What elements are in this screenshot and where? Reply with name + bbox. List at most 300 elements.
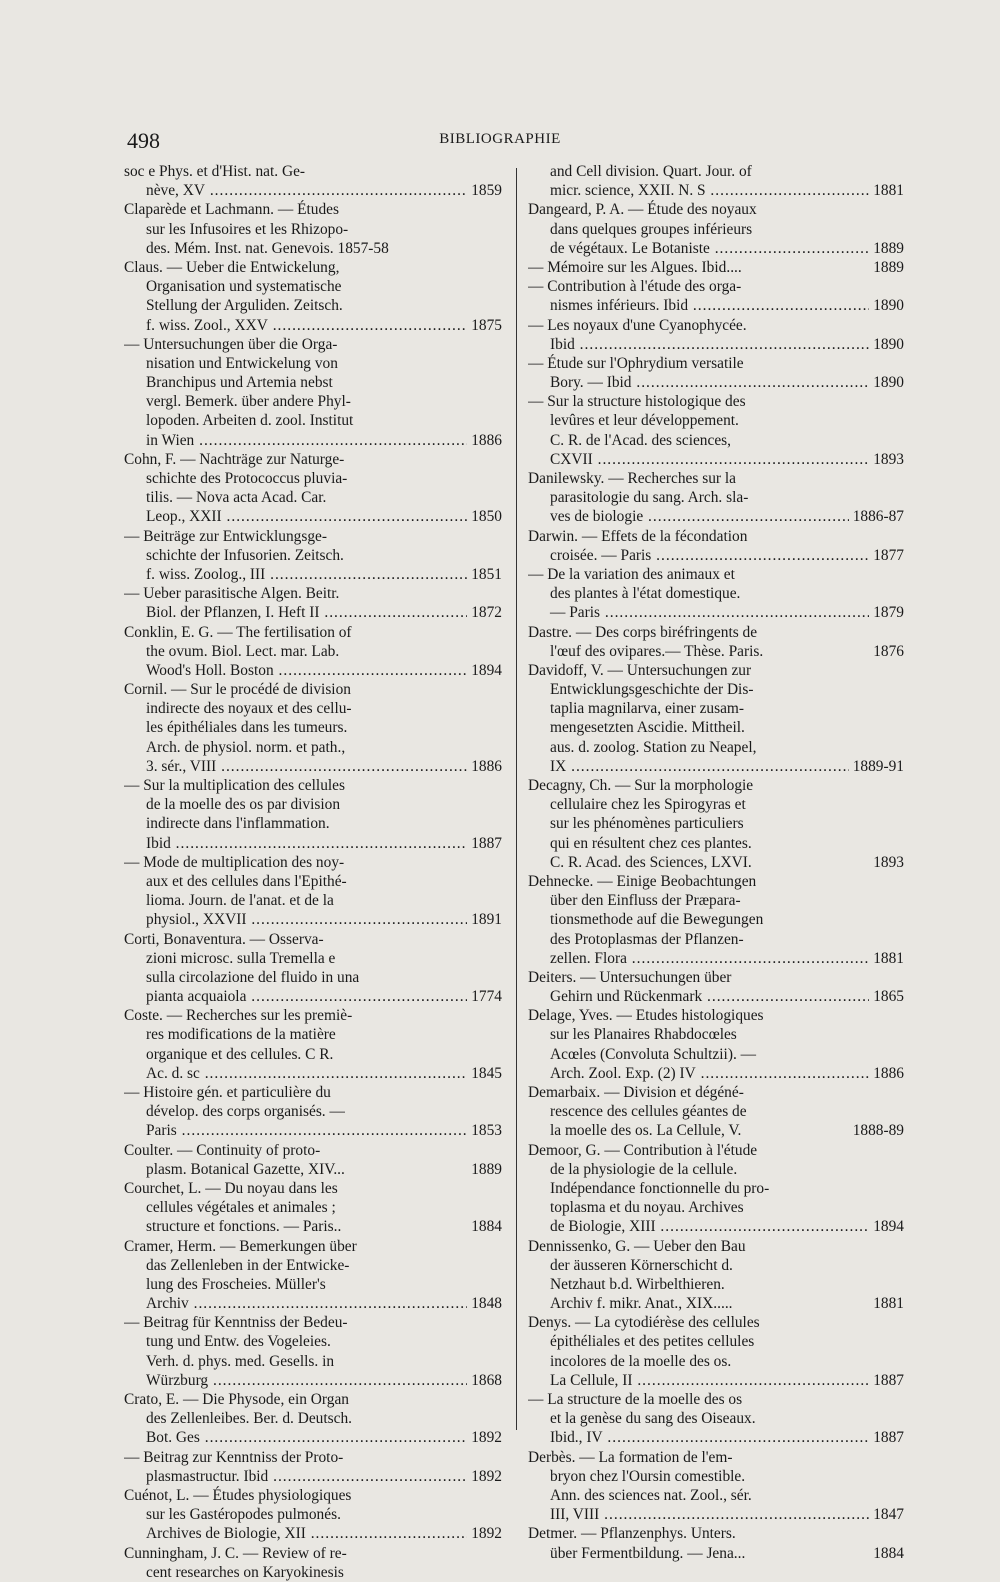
entry-line — [528, 1352, 904, 1371]
bibliography-entry — [528, 565, 904, 623]
entry-text: qui en résultent chez ces plantes. — [550, 834, 752, 852]
entry-text: Archiv ..... — [146, 1295, 502, 1312]
entry-text: Bory. — Ibid ..... — [550, 374, 904, 391]
bibliography-entry — [528, 623, 904, 661]
entry-text: des Protoplasmas der Pflanzen- — [550, 930, 744, 948]
entry-line — [124, 814, 502, 833]
entry-year: 1892 — [467, 1524, 502, 1543]
entry-text: les épithéliales dans les tumeurs. — [146, 719, 348, 737]
column-divider — [516, 168, 517, 1430]
entry-line — [124, 1409, 502, 1428]
bibliography-entry — [124, 1448, 502, 1486]
bibliography-entry — [528, 968, 904, 1006]
entry-text: des plantes à l'état domestique. — [550, 585, 741, 603]
entry-text: levûres et leur développement. — [550, 412, 739, 430]
bibliography-entry — [528, 1141, 904, 1237]
entry-line — [528, 968, 904, 987]
entry-text: — Contribution à l'étude des orga- — [528, 278, 742, 296]
entry-line — [124, 220, 502, 239]
entry-line — [124, 1275, 502, 1294]
entry-text: Delage, Yves. — Etudes histologiques — [528, 1007, 764, 1025]
entry-year: 1888-89 — [849, 1121, 904, 1140]
entry-line — [528, 296, 904, 315]
bibliography-entry — [124, 776, 502, 853]
entry-text: nisation und Entwickelung von — [146, 354, 338, 372]
entry-line — [528, 1371, 904, 1390]
entry-text: zellen. Flora ..... — [550, 950, 904, 967]
bibliography-entry — [528, 1083, 904, 1141]
entry-text: physiol., XXVII ..... — [146, 911, 502, 928]
entry-line — [124, 258, 502, 277]
bibliography-entry — [124, 1083, 502, 1141]
entry-text: — Sur la structure histologique des — [528, 393, 746, 411]
entry-text: Organisation und systematische — [146, 278, 342, 296]
entry-text: Cuénot, L. — Études physiologiques — [124, 1486, 352, 1504]
bibliography-entry — [124, 853, 502, 930]
entry-line — [124, 1141, 502, 1160]
entry-line — [528, 1045, 904, 1064]
entry-line — [124, 738, 502, 757]
entry-text: organique et des cellules. C R. — [146, 1045, 334, 1063]
entry-line — [528, 1275, 904, 1294]
entry-line — [528, 738, 904, 757]
entry-line — [124, 795, 502, 814]
entry-year: 1887 — [869, 1371, 904, 1390]
entry-year: 1889-91 — [849, 757, 904, 776]
entry-line — [528, 987, 904, 1006]
entry-text: Dastre. — Des corps biréfringents de — [528, 623, 758, 641]
entry-text: de Biologie, XIII ..... — [550, 1218, 904, 1235]
entry-line — [528, 316, 904, 335]
entry-line — [124, 392, 502, 411]
entry-text: croisée. — Paris ..... — [550, 547, 904, 564]
entry-line — [124, 1486, 502, 1505]
entry-text: Leop., XXII ..... — [146, 508, 502, 525]
entry-line — [124, 431, 502, 450]
entry-year: 1851 — [467, 565, 502, 584]
entry-text: indirecte des noyaux et des cellu- — [146, 700, 352, 718]
entry-line — [528, 1064, 904, 1083]
entry-text: schichte des Protococcus pluvia- — [146, 470, 348, 487]
entry-year: 1892 — [467, 1467, 502, 1486]
entry-line — [124, 546, 502, 565]
entry-line — [528, 469, 904, 488]
bibliography-entry — [124, 680, 502, 776]
entry-text: Corti, Bonaventura. — Osserva- — [124, 930, 324, 948]
entry-line — [124, 776, 502, 795]
entry-line — [528, 373, 904, 392]
entry-line — [528, 1006, 904, 1025]
bibliography-entry — [124, 584, 502, 622]
bibliography-entry — [528, 354, 904, 392]
entry-text: des. Mém. Inst. nat. Genevois. 1857-58 — [146, 239, 389, 257]
entry-text: sur les Planaires Rhabdocœles — [550, 1026, 737, 1044]
entry-line — [124, 757, 502, 776]
entry-text: — Ueber parasitische Algen. Beitr. — [124, 585, 340, 603]
entry-line — [528, 1294, 904, 1313]
entry-line — [124, 488, 502, 507]
entry-text: plasmastructur. Ibid ..... — [146, 1468, 502, 1485]
entry-text: pianta acquaiola ..... — [146, 988, 502, 1005]
entry-line — [528, 181, 904, 200]
entry-line — [124, 1448, 502, 1467]
entry-line — [528, 930, 904, 949]
entry-text: Derbès. — La formation de l'em- — [528, 1448, 733, 1466]
entry-text: structure et fonctions. — Paris.. — [146, 1218, 342, 1236]
entry-line — [124, 1025, 502, 1044]
bibliography-entry — [124, 527, 502, 585]
entry-line — [124, 1563, 502, 1582]
entry-year: 1886 — [869, 1064, 904, 1083]
entry-text: dans quelques groupes inférieurs — [550, 220, 753, 238]
entry-line — [124, 565, 502, 584]
entry-text: aus. d. zoolog. Station zu Neapel, — [550, 738, 757, 756]
entry-text: Arch. de physiol. norm. et path., — [146, 738, 346, 756]
entry-line — [124, 1371, 502, 1390]
entry-text: Archiv f. mikr. Anat., XIX..... — [550, 1295, 733, 1313]
entry-year: 1889 — [869, 258, 904, 277]
bibliography-entry — [528, 872, 904, 968]
entry-line — [124, 373, 502, 392]
entry-text: CXVII ..... — [550, 451, 904, 468]
entry-line — [528, 1256, 904, 1275]
entry-line — [528, 258, 904, 277]
entry-line — [528, 565, 904, 584]
entry-text: f. wiss. Zool., XXV ..... — [146, 317, 502, 334]
entry-line — [124, 1217, 502, 1236]
entry-text: Decagny, Ch. — Sur la morphologie — [528, 777, 754, 794]
entry-line — [124, 1332, 502, 1351]
entry-year: 1894 — [869, 1217, 904, 1236]
bibliography-entry — [528, 258, 904, 277]
entry-line — [124, 1544, 502, 1563]
entry-year: 1886-87 — [849, 507, 904, 526]
entry-line — [528, 776, 904, 795]
entry-year: 1853 — [467, 1121, 502, 1140]
entry-line — [124, 1256, 502, 1275]
entry-line — [124, 718, 502, 737]
entry-line — [528, 642, 904, 661]
entry-text: Würzburg ..... — [146, 1372, 502, 1389]
entry-line — [124, 239, 502, 258]
entry-line — [528, 661, 904, 680]
entry-text: Biol. der Pflanzen, I. Heft II ..... — [146, 604, 502, 621]
entry-text: cent researches on Karyokinesis — [146, 1563, 344, 1581]
entry-line — [124, 1006, 502, 1025]
entry-text: zioni microsc. sulla Tremella e — [146, 949, 336, 967]
entry-line — [528, 1428, 904, 1447]
entry-text: Deiters. — Untersuchungen über — [528, 968, 732, 986]
entry-text: Darwin. — Effets de la fécondation — [528, 527, 748, 545]
entry-line — [528, 795, 904, 814]
entry-line — [124, 1083, 502, 1102]
bibliography-entry — [528, 661, 904, 776]
entry-line — [528, 1141, 904, 1160]
entry-line — [124, 507, 502, 526]
entry-year: 1889 — [467, 1160, 502, 1179]
entry-line — [124, 661, 502, 680]
bibliography-entry — [124, 1179, 502, 1237]
entry-year: 1868 — [467, 1371, 502, 1390]
entry-line — [528, 1332, 904, 1351]
bibliography-entry — [124, 1313, 502, 1390]
entry-line — [124, 584, 502, 603]
entry-line — [528, 584, 904, 603]
entry-line — [124, 1313, 502, 1332]
entry-line — [528, 239, 904, 258]
entry-line — [124, 642, 502, 661]
bibliography-entry — [124, 1141, 502, 1179]
entry-line — [528, 699, 904, 718]
entry-line — [124, 1045, 502, 1064]
bibliography-entry — [528, 1313, 904, 1390]
entry-text: de la moelle des os par division — [146, 796, 341, 814]
entry-line — [124, 910, 502, 929]
entry-text: Cunningham, J. C. — Review of re- — [124, 1544, 347, 1562]
entry-line — [528, 507, 904, 526]
entry-year: 1848 — [467, 1294, 502, 1313]
entry-year: 1850 — [467, 507, 502, 526]
entry-text: nismes inférieurs. Ibid ..... — [550, 297, 904, 314]
entry-text: and Cell division. Quart. Jour. of — [550, 163, 752, 180]
entry-year: 1890 — [869, 373, 904, 392]
entry-text: mengesetzten Ascidie. Mittheil. — [550, 719, 745, 737]
entry-line — [124, 469, 502, 488]
entry-line — [528, 680, 904, 699]
entry-line — [528, 1102, 904, 1121]
entry-line — [124, 1064, 502, 1083]
entry-year: 1893 — [869, 450, 904, 469]
entry-text: Claus. — Ueber die Entwickelung, — [124, 258, 340, 276]
entry-year: 1884 — [467, 1217, 502, 1236]
entry-line — [528, 1179, 904, 1198]
entry-line — [528, 450, 904, 469]
entry-year: 1886 — [467, 757, 502, 776]
entry-text: aux et des cellules dans l'Epithé- — [146, 872, 347, 890]
entry-text: Demarbaix. — Division et dégéné- — [528, 1084, 744, 1101]
entry-line — [124, 949, 502, 968]
entry-line — [124, 699, 502, 718]
entry-line — [124, 987, 502, 1006]
entry-text: tung und Entw. des Vogeleies. — [146, 1333, 331, 1351]
entry-line — [528, 1390, 904, 1409]
entry-text: toplasma et du noyau. Archives — [550, 1199, 744, 1217]
bibliography-entry — [528, 1448, 904, 1525]
entry-line — [528, 757, 904, 776]
bibliography-entry — [528, 277, 904, 315]
entry-year: 1884 — [869, 1544, 904, 1563]
entry-line — [124, 1467, 502, 1486]
entry-line — [124, 316, 502, 335]
entry-line — [124, 450, 502, 469]
entry-line — [528, 1486, 904, 1505]
entry-line — [528, 910, 904, 929]
entry-text: Claparède et Lachmann. — Études — [124, 201, 339, 219]
entry-text: incolores de la moelle des os. — [550, 1352, 732, 1370]
entry-text: cellules végétales et animales ; — [146, 1199, 336, 1217]
entry-text: dévelop. des corps organisés. — — [146, 1103, 345, 1121]
entry-year: 1877 — [869, 546, 904, 565]
entry-year: 1847 — [869, 1505, 904, 1524]
entry-text: sulla circolazione del fluido in una — [146, 968, 360, 986]
entry-line — [528, 1505, 904, 1524]
entry-line — [124, 296, 502, 315]
entry-text: Entwicklungsgeschichte der Dis- — [550, 681, 754, 699]
entry-text: sur les Gastéropodes pulmonés. — [146, 1506, 341, 1524]
entry-text: über den Einfluss der Præpara- — [550, 892, 741, 910]
entry-year: 1881 — [869, 181, 904, 200]
entry-text: de la physiologie de la cellule. — [550, 1160, 738, 1178]
entry-text: nève, XV ..... — [146, 182, 502, 199]
entry-text: Dennissenko, G. — Ueber den Bau — [528, 1237, 746, 1255]
entry-line — [528, 718, 904, 737]
bibliography-entry — [124, 1486, 502, 1544]
entry-year: 1887 — [869, 1428, 904, 1447]
entry-text: Archives de Biologie, XII ..... — [146, 1525, 502, 1542]
entry-line — [528, 623, 904, 642]
entry-line — [528, 162, 904, 181]
entry-text: Bot. Ges ..... — [146, 1429, 502, 1446]
bibliography-entry — [124, 1006, 502, 1083]
entry-line — [124, 162, 502, 181]
entry-line — [528, 853, 904, 872]
entry-line — [528, 872, 904, 891]
entry-year: 1774 — [467, 987, 502, 1006]
entry-line — [528, 200, 904, 219]
entry-line — [528, 354, 904, 373]
entry-text: Denys. — La cytodiérèse des cellules — [528, 1314, 760, 1332]
entry-text: C. R. Acad. des Sciences, LXVI. — [550, 853, 752, 871]
entry-line — [528, 411, 904, 430]
entry-year: 1879 — [869, 603, 904, 622]
entry-text: Acœles (Convoluta Schultzii). — — [550, 1045, 757, 1063]
bibliography-entry — [528, 162, 904, 200]
entry-text: ves de biologie ..... — [550, 508, 904, 525]
entry-text: — Untersuchungen über die Orga- — [124, 335, 338, 353]
entry-text: lopoden. Arbeiten d. zool. Institut — [146, 412, 354, 430]
entry-text: Courchet, L. — Du noyau dans les — [124, 1179, 338, 1197]
entry-text: — Mémoire sur les Algues. Ibid.... — [528, 258, 742, 276]
entry-line — [124, 1237, 502, 1256]
entry-text: rescence des cellules géantes de — [550, 1103, 747, 1121]
bibliography-entry — [528, 1524, 904, 1562]
entry-text: tilis. — Nova acta Acad. Car. — [146, 489, 327, 507]
entry-text: tionsmethode auf die Bewegungen — [550, 911, 764, 929]
entry-text: indirecte dans l'inflammation. — [146, 815, 330, 833]
bibliography-entry — [528, 200, 904, 258]
entry-line — [528, 220, 904, 239]
entry-line — [124, 1179, 502, 1198]
entry-text: — Beitrag für Kenntniss der Bedeu- — [124, 1314, 348, 1332]
entry-text: épithéliales et des petites cellules — [550, 1333, 755, 1351]
entry-text: Stellung der Arguliden. Zeitsch. — [146, 297, 343, 315]
bibliography-entry — [124, 162, 502, 200]
entry-line — [528, 834, 904, 853]
entry-text: Dehnecke. — Einige Beobachtungen — [528, 872, 757, 890]
entry-year: 1886 — [467, 431, 502, 450]
entry-line — [124, 354, 502, 373]
entry-line — [124, 872, 502, 891]
entry-line — [124, 1505, 502, 1524]
entry-text: lioma. Journ. de l'anat. et de la — [146, 892, 334, 910]
entry-year: 1892 — [467, 1428, 502, 1447]
entry-text: — Sur la multiplication des cellules — [124, 777, 345, 794]
entry-line — [528, 1025, 904, 1044]
entry-text: et la genèse du sang des Oiseaux. — [550, 1410, 756, 1428]
entry-text: schichte der Infusorien. Zeitsch. — [146, 546, 344, 564]
entry-line — [528, 527, 904, 546]
entry-text: — Beitrag zur Kenntniss der Proto- — [124, 1448, 344, 1466]
page-number: 498 — [127, 128, 160, 153]
entry-line — [528, 277, 904, 296]
entry-line — [124, 1160, 502, 1179]
entry-year: 1891 — [467, 910, 502, 929]
entry-text: f. wiss. Zoolog., III ..... — [146, 566, 502, 583]
entry-text: 3. sér., VIII ..... — [146, 758, 502, 775]
bibliography-entry — [528, 469, 904, 527]
entry-text: Crato, E. — Die Physode, ein Organ — [124, 1391, 349, 1408]
entry-text: — De la variation des animaux et — [528, 565, 735, 583]
entry-text: Verh. d. phys. med. Gesells. in — [146, 1352, 335, 1370]
entry-text: — Les noyaux d'une Cyanophycée. — [528, 316, 747, 334]
entry-text: parasitologie du sang. Arch. sla- — [550, 489, 749, 507]
entry-text: Wood's Holl. Boston ..... — [146, 662, 502, 679]
right-column — [528, 162, 904, 1563]
entry-line — [124, 853, 502, 872]
entry-text: Ibid., IV ..... — [550, 1429, 904, 1446]
bibliography-entry — [124, 450, 502, 527]
entry-year: 1865 — [869, 987, 904, 1006]
entry-text: l'œuf des ovipares.— Thèse. Paris. — [550, 642, 764, 660]
entry-text: Netzhaut b.d. Wirbelthieren. — [550, 1275, 725, 1293]
bibliography-entry — [124, 335, 502, 450]
entry-line — [124, 834, 502, 853]
running-head: BIBLIOGRAPHIE — [439, 131, 561, 147]
entry-line — [528, 1121, 904, 1140]
entry-text: Branchipus und Artemia nebst — [146, 374, 333, 392]
entry-line — [528, 1160, 904, 1179]
entry-text: La Cellule, II ..... — [550, 1372, 904, 1389]
entry-text: — Beiträge zur Entwicklungsge- — [124, 527, 328, 545]
entry-year: 1845 — [467, 1064, 502, 1083]
entry-text: über Fermentbildung. — Jena... — [550, 1544, 746, 1562]
entry-year: 1881 — [869, 949, 904, 968]
bibliography-entry — [528, 392, 904, 469]
entry-line — [528, 1448, 904, 1467]
entry-text: Cornil. — Sur le procédé de division — [124, 681, 351, 699]
bibliography-entry — [528, 316, 904, 354]
entry-year: 1887 — [467, 834, 502, 853]
entry-year: 1890 — [869, 296, 904, 315]
entry-year: 1881 — [869, 1294, 904, 1313]
entry-line — [124, 277, 502, 296]
entry-text: — Paris ..... — [550, 604, 904, 621]
entry-line — [124, 1524, 502, 1543]
entry-text: Coste. — Recherches sur les premiè- — [124, 1007, 353, 1025]
entry-line — [124, 1294, 502, 1313]
entry-line — [528, 1467, 904, 1486]
entry-line — [124, 527, 502, 546]
entry-text: lung des Froscheies. Müller's — [146, 1275, 326, 1293]
entry-line — [124, 1352, 502, 1371]
entry-year: 1876 — [869, 642, 904, 661]
bibliography-entry — [124, 1544, 502, 1582]
entry-line — [528, 1524, 904, 1543]
entry-line — [528, 1544, 904, 1563]
entry-text: des Zellenleibes. Ber. d. Deutsch. — [146, 1410, 353, 1428]
bibliography-entry — [528, 527, 904, 565]
entry-text: Conklin, E. G. — The fertilisation of — [124, 623, 352, 641]
